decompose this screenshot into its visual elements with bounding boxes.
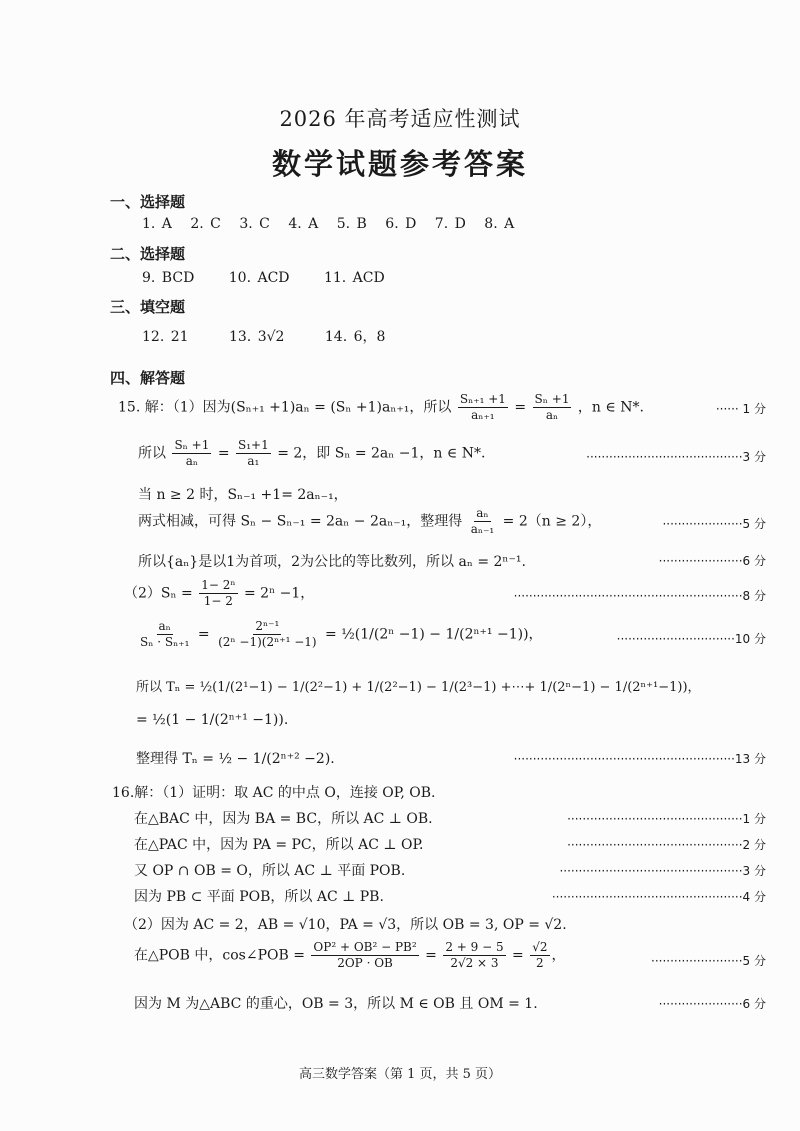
answer-item: 9. BCD bbox=[142, 270, 195, 286]
fraction: $\frac{\text{OP² + OB² − PB²}}{2OP \cdot OB}$ bbox=[313, 940, 417, 970]
q15-text: 15. 解：（1）因为(Sₙ₊₁ +1)aₙ = (Sₙ +1)aₙ₊₁，所以 bbox=[118, 399, 452, 416]
score-label: ·········································3 分 bbox=[586, 450, 766, 464]
score-label: ·······························10 分 bbox=[616, 632, 766, 646]
section-mc2: 二、选择题 bbox=[110, 245, 186, 263]
q16-line-6: （2）因为 AC = 2，AB = √10，PA = √3，所以 OB = 3, OP = √2. bbox=[124, 917, 567, 933]
answer-item: 13. 3√2 bbox=[228, 329, 285, 345]
answer-item: 1. A bbox=[142, 216, 172, 232]
score-label: ························5 分 bbox=[651, 954, 766, 968]
answer-item: 10. ACD bbox=[228, 270, 290, 286]
page-footer: 高三数学答案（第 1 页，共 5 页） bbox=[298, 1067, 502, 1082]
answer-item: 8. A bbox=[484, 216, 515, 232]
mc1-answers bbox=[142, 216, 526, 232]
fraction: $\frac{\text{aₙ}}{\text{aₙ₋₁}}$ bbox=[470, 506, 495, 536]
section-solutions: 四、解答题 bbox=[110, 369, 186, 387]
answer-item: 4. A bbox=[288, 216, 319, 232]
q15-line-3: 当 n ≥ 2 时，Sₙ₋₁ +1= 2aₙ₋₁， bbox=[138, 487, 348, 503]
q15-line-2: 所以 $\frac{\text{Sₙ +1}}{\text{aₙ}}$ = $\frac{\text{S₁+1}}{\text{a₁}}$ = 2，即 Sₙ = 2aₙ −1，n ∈ N*. bbox=[138, 438, 486, 468]
q16-line-8: 因为 M 为△ABC 的重心，OB = 3，所以 M ∈ OB 且 OM = 1. bbox=[134, 996, 538, 1012]
answer-item: 2. C bbox=[190, 216, 221, 232]
fraction: $\frac{\text{S₁+1}}{\text{a₁}}$ bbox=[238, 438, 269, 468]
q15-line-8: 所以 Tₙ = ½(1/(2¹−1) − 1/(2²−1) + 1/(2²−1) − 1/(2³−1) +⋯+ 1/(2ⁿ−1) − 1/(2ⁿ⁺¹−1))， bbox=[136, 680, 701, 695]
q15-line-9: = ½(1 − 1/(2ⁿ⁺¹ −1)). bbox=[136, 712, 289, 728]
q15-line-6: （2）Sₙ = $\frac{\text{1− 2ⁿ}}{1- 2}$ = 2ⁿ −1， bbox=[124, 578, 315, 608]
fraction: $\frac{\text{aₙ}}{\text{Sₙ · Sₙ₊₁}}$ bbox=[140, 619, 190, 649]
score-label: ······ 1 分 bbox=[715, 402, 766, 416]
answer-item: 7. D bbox=[434, 216, 466, 232]
q15-line-4: 两式相减，可得 Sₙ − Sₙ₋₁ = 2aₙ − 2aₙ₋₁，整理得 $\frac{\text{aₙ}}{\text{aₙ₋₁}}$ = 2（n ≥ 2）， bbox=[138, 506, 602, 536]
fraction: $\frac{\text{Sₙ₊₁ +1}}{\text{aₙ₊₁}}$ bbox=[459, 392, 506, 422]
score-label: ··············································1 分 bbox=[567, 812, 766, 826]
fill-answers bbox=[142, 326, 397, 346]
answer-item: 5. B bbox=[336, 216, 367, 232]
score-label: ··························································13 分 bbox=[513, 752, 766, 766]
q15-line-1: 15. 解：（1）因为(Sₙ₊₁ +1)aₙ = (Sₙ +1)aₙ₊₁，所以 $\frac{\text{Sₙ₊₁ +1}}{\text{aₙ₊₁}}$ = $\frac{\text{Sₙ +1}}{\text{aₙ}}$ ，n ∈ N*. bbox=[118, 392, 644, 422]
answer-item: 6. D bbox=[385, 216, 417, 232]
fraction: $\frac{√2}{2}$ bbox=[532, 940, 548, 970]
answer-item: 3. C bbox=[239, 216, 270, 232]
q16-line-2: 在△BAC 中，因为 BA = BC，所以 AC ⊥ OB. bbox=[134, 811, 433, 827]
q15-line-5: 所以{aₙ}是以1为首项，2为公比的等比数列，所以 aₙ = 2ⁿ⁻¹. bbox=[138, 554, 526, 570]
q15-line-10: 整理得 Tₙ = ½ − 1/(2ⁿ⁺² −2). bbox=[136, 751, 335, 767]
section-mc1: 一、选择题 bbox=[110, 193, 186, 211]
q16-line-3: 在△PAC 中，因为 PA = PC，所以 AC ⊥ OP. bbox=[134, 837, 424, 853]
fraction: $\frac{\text{Sₙ +1}}{\text{aₙ}}$ bbox=[534, 392, 570, 422]
score-label: ······················6 分 bbox=[658, 997, 766, 1011]
score-label: ··················································4 分 bbox=[551, 890, 766, 904]
q15-line-7: $\frac{\text{aₙ}}{\text{Sₙ · Sₙ₊₁}}$ = $\frac{\text{2ⁿ⁻¹}}{\text{(2ⁿ −1)(2ⁿ⁺¹ −1)}}$ = ½(1/(2ⁿ −1) − 1/(2ⁿ⁺¹ −1))， bbox=[140, 619, 543, 649]
score-label: ················································3 分 bbox=[559, 864, 766, 878]
exam-title: 2026 年高考适应性测试 bbox=[279, 107, 521, 131]
answer-item: 14. 6，8 bbox=[324, 329, 386, 345]
score-label: ··············································2 分 bbox=[567, 838, 766, 852]
fraction: $\frac{\text{1− 2ⁿ}}{1- 2}$ bbox=[201, 578, 236, 608]
score-label: ·····················5 分 bbox=[662, 517, 766, 531]
q16-line-1: 16.解：（1）证明：取 AC 的中点 O，连接 OP, OB. bbox=[112, 785, 436, 801]
mc2-answers bbox=[142, 270, 397, 286]
answer-item: 11. ACD bbox=[323, 270, 385, 286]
fraction: $\frac{2 + 9 - 5}{2√2 \times 3}$ bbox=[445, 940, 504, 970]
answer-item: 12. 21 bbox=[142, 329, 189, 345]
q16-line-5: 因为 PB ⊂ 平面 POB，所以 AC ⊥ PB. bbox=[134, 889, 384, 905]
section-fill: 三、填空题 bbox=[110, 298, 186, 316]
answer-title: 数学试题参考答案 bbox=[271, 147, 528, 181]
fraction: $\frac{\text{2ⁿ⁻¹}}{\text{(2ⁿ −1)(2ⁿ⁺¹ −1)}}$ bbox=[218, 619, 317, 649]
q16-line-4: 又 OP ∩ OB = O，所以 AC ⊥ 平面 POB. bbox=[134, 863, 406, 879]
score-label: ····························································8 分 bbox=[513, 589, 766, 603]
fraction: $\frac{\text{Sₙ +1}}{\text{aₙ}}$ bbox=[174, 438, 210, 468]
score-label: ······················6 分 bbox=[658, 554, 766, 568]
q16-line-7: 在△POB 中，cos∠POB = $\frac{\text{OP² + OB² − PB²}}{2OP \cdot OB}$ = $\frac{2 + 9 - 5}{2√2 \times 3}$ = $\frac{√2}{2}$ ， bbox=[134, 940, 566, 970]
